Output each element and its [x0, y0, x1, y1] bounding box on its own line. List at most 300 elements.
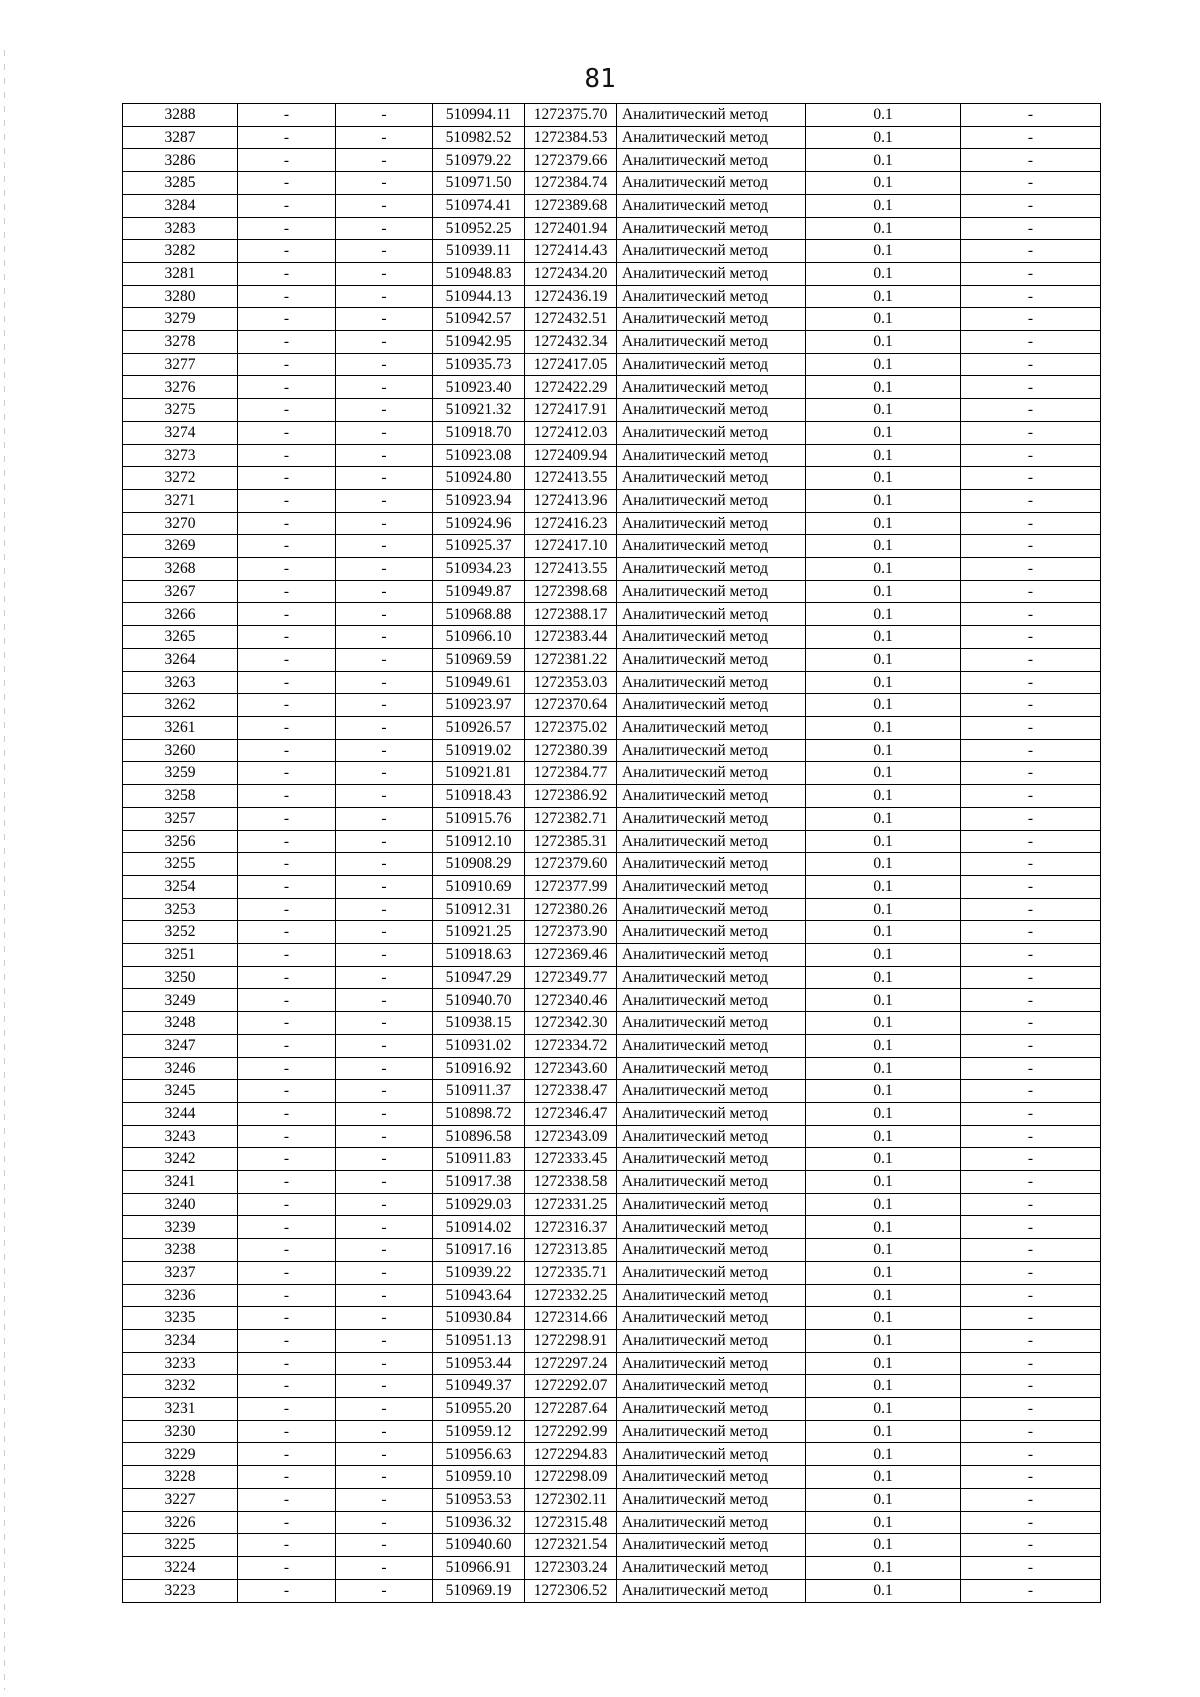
- method-cell: Аналитический метод: [617, 1375, 806, 1398]
- accuracy-cell: 0.1: [806, 1284, 961, 1307]
- description-cell: -: [961, 1239, 1101, 1262]
- y-coordinate-cell: 1272314.66: [525, 1307, 617, 1330]
- dash-cell-b: -: [336, 966, 433, 989]
- method-cell: Аналитический метод: [617, 262, 806, 285]
- y-coordinate-cell: 1272334.72: [525, 1034, 617, 1057]
- y-coordinate-cell: 1272375.70: [525, 104, 617, 127]
- dash-cell-a: -: [238, 1012, 336, 1035]
- method-cell: Аналитический метод: [617, 807, 806, 830]
- table-row: [123, 512, 1101, 535]
- dash-cell-b: -: [336, 1579, 433, 1602]
- dash-cell-a: -: [238, 1125, 336, 1148]
- description-cell: -: [961, 512, 1101, 535]
- dash-cell-a: -: [238, 1148, 336, 1171]
- y-coordinate-cell: 1272321.54: [525, 1534, 617, 1557]
- dash-cell-b: -: [336, 512, 433, 535]
- dash-cell-a: -: [238, 172, 336, 195]
- page-number: 81: [584, 64, 616, 94]
- y-coordinate-cell: 1272292.07: [525, 1375, 617, 1398]
- y-coordinate-cell: 1272417.10: [525, 535, 617, 558]
- y-coordinate-cell: 1272382.71: [525, 807, 617, 830]
- accuracy-cell: 0.1: [806, 240, 961, 263]
- method-cell: Аналитический метод: [617, 1329, 806, 1352]
- y-coordinate-cell: 1272413.55: [525, 467, 617, 490]
- point-number-cell: 3271: [123, 489, 238, 512]
- y-coordinate-cell: 1272379.66: [525, 149, 617, 172]
- table-row: [123, 1329, 1101, 1352]
- x-coordinate-cell: 510921.81: [433, 762, 525, 785]
- method-cell: Аналитический метод: [617, 603, 806, 626]
- point-number-cell: 3282: [123, 240, 238, 263]
- dash-cell-a: -: [238, 671, 336, 694]
- x-coordinate-cell: 510935.73: [433, 353, 525, 376]
- table-row: [123, 1216, 1101, 1239]
- table-row: [123, 240, 1101, 263]
- dash-cell-a: -: [238, 694, 336, 717]
- point-number-cell: 3244: [123, 1102, 238, 1125]
- y-coordinate-cell: 1272386.92: [525, 785, 617, 808]
- dash-cell-b: -: [336, 1488, 433, 1511]
- accuracy-cell: 0.1: [806, 807, 961, 830]
- x-coordinate-cell: 510918.63: [433, 944, 525, 967]
- table-row: [123, 399, 1101, 422]
- table-row: [123, 331, 1101, 354]
- y-coordinate-cell: 1272412.03: [525, 421, 617, 444]
- method-cell: Аналитический метод: [617, 785, 806, 808]
- point-number-cell: 3246: [123, 1057, 238, 1080]
- accuracy-cell: 0.1: [806, 875, 961, 898]
- description-cell: -: [961, 1352, 1101, 1375]
- table-row: [123, 1352, 1101, 1375]
- x-coordinate-cell: 510939.22: [433, 1261, 525, 1284]
- accuracy-cell: 0.1: [806, 376, 961, 399]
- description-cell: -: [961, 1329, 1101, 1352]
- x-coordinate-cell: 510951.13: [433, 1329, 525, 1352]
- accuracy-cell: 0.1: [806, 1080, 961, 1103]
- method-cell: Аналитический метод: [617, 1080, 806, 1103]
- x-coordinate-cell: 510911.37: [433, 1080, 525, 1103]
- description-cell: -: [961, 580, 1101, 603]
- dash-cell-b: -: [336, 1398, 433, 1421]
- description-cell: -: [961, 467, 1101, 490]
- dash-cell-a: -: [238, 1579, 336, 1602]
- y-coordinate-cell: 1272416.23: [525, 512, 617, 535]
- point-number-cell: 3261: [123, 716, 238, 739]
- point-number-cell: 3285: [123, 172, 238, 195]
- method-cell: Аналитический метод: [617, 671, 806, 694]
- accuracy-cell: 0.1: [806, 1012, 961, 1035]
- point-number-cell: 3229: [123, 1443, 238, 1466]
- method-cell: Аналитический метод: [617, 1193, 806, 1216]
- accuracy-cell: 0.1: [806, 489, 961, 512]
- y-coordinate-cell: 1272353.03: [525, 671, 617, 694]
- y-coordinate-cell: 1272417.05: [525, 353, 617, 376]
- table-row: [123, 262, 1101, 285]
- dash-cell-a: -: [238, 1420, 336, 1443]
- x-coordinate-cell: 510918.43: [433, 785, 525, 808]
- x-coordinate-cell: 510912.31: [433, 898, 525, 921]
- x-coordinate-cell: 510923.40: [433, 376, 525, 399]
- dash-cell-a: -: [238, 444, 336, 467]
- x-coordinate-cell: 510979.22: [433, 149, 525, 172]
- table-row: [123, 1579, 1101, 1602]
- table-row: [123, 694, 1101, 717]
- table-row: [123, 1284, 1101, 1307]
- table-row: [123, 126, 1101, 149]
- dash-cell-a: -: [238, 217, 336, 240]
- point-number-cell: 3247: [123, 1034, 238, 1057]
- accuracy-cell: 0.1: [806, 830, 961, 853]
- x-coordinate-cell: 510923.94: [433, 489, 525, 512]
- description-cell: -: [961, 785, 1101, 808]
- accuracy-cell: 0.1: [806, 1352, 961, 1375]
- dash-cell-b: -: [336, 739, 433, 762]
- x-coordinate-cell: 510948.83: [433, 262, 525, 285]
- dash-cell-b: -: [336, 172, 433, 195]
- dash-cell-b: -: [336, 694, 433, 717]
- dash-cell-b: -: [336, 262, 433, 285]
- dash-cell-a: -: [238, 308, 336, 331]
- table-row: [123, 489, 1101, 512]
- y-coordinate-cell: 1272377.99: [525, 875, 617, 898]
- point-number-cell: 3248: [123, 1012, 238, 1035]
- dash-cell-b: -: [336, 421, 433, 444]
- method-cell: Аналитический метод: [617, 421, 806, 444]
- description-cell: -: [961, 603, 1101, 626]
- x-coordinate-cell: 510940.60: [433, 1534, 525, 1557]
- point-number-cell: 3272: [123, 467, 238, 490]
- y-coordinate-cell: 1272380.39: [525, 739, 617, 762]
- dash-cell-a: -: [238, 1488, 336, 1511]
- y-coordinate-cell: 1272369.46: [525, 944, 617, 967]
- dash-cell-b: -: [336, 716, 433, 739]
- point-number-cell: 3231: [123, 1398, 238, 1421]
- accuracy-cell: 0.1: [806, 671, 961, 694]
- table-row: [123, 1239, 1101, 1262]
- method-cell: Аналитический метод: [617, 1488, 806, 1511]
- method-cell: Аналитический метод: [617, 1034, 806, 1057]
- dash-cell-b: -: [336, 1352, 433, 1375]
- x-coordinate-cell: 510914.02: [433, 1216, 525, 1239]
- y-coordinate-cell: 1272398.68: [525, 580, 617, 603]
- method-cell: Аналитический метод: [617, 489, 806, 512]
- point-number-cell: 3274: [123, 421, 238, 444]
- method-cell: Аналитический метод: [617, 739, 806, 762]
- x-coordinate-cell: 510919.02: [433, 739, 525, 762]
- accuracy-cell: 0.1: [806, 126, 961, 149]
- point-number-cell: 3251: [123, 944, 238, 967]
- y-coordinate-cell: 1272306.52: [525, 1579, 617, 1602]
- accuracy-cell: 0.1: [806, 1466, 961, 1489]
- table-row: [123, 353, 1101, 376]
- dash-cell-a: -: [238, 285, 336, 308]
- dash-cell-b: -: [336, 489, 433, 512]
- x-coordinate-cell: 510968.88: [433, 603, 525, 626]
- table-row: [123, 1534, 1101, 1557]
- dash-cell-b: -: [336, 194, 433, 217]
- description-cell: -: [961, 331, 1101, 354]
- description-cell: -: [961, 853, 1101, 876]
- description-cell: -: [961, 1034, 1101, 1057]
- table-row: [123, 1488, 1101, 1511]
- dash-cell-b: -: [336, 1534, 433, 1557]
- description-cell: -: [961, 376, 1101, 399]
- y-coordinate-cell: 1272342.30: [525, 1012, 617, 1035]
- accuracy-cell: 0.1: [806, 989, 961, 1012]
- point-number-cell: 3281: [123, 262, 238, 285]
- description-cell: -: [961, 1488, 1101, 1511]
- y-coordinate-cell: 1272373.90: [525, 921, 617, 944]
- table-row: [123, 898, 1101, 921]
- dash-cell-b: -: [336, 1102, 433, 1125]
- x-coordinate-cell: 510952.25: [433, 217, 525, 240]
- point-number-cell: 3230: [123, 1420, 238, 1443]
- dash-cell-a: -: [238, 126, 336, 149]
- x-coordinate-cell: 510916.92: [433, 1057, 525, 1080]
- dash-cell-a: -: [238, 580, 336, 603]
- method-cell: Аналитический метод: [617, 1443, 806, 1466]
- y-coordinate-cell: 1272434.20: [525, 262, 617, 285]
- y-coordinate-cell: 1272432.51: [525, 308, 617, 331]
- y-coordinate-cell: 1272302.11: [525, 1488, 617, 1511]
- table-row: [123, 308, 1101, 331]
- point-number-cell: 3287: [123, 126, 238, 149]
- dash-cell-b: -: [336, 944, 433, 967]
- accuracy-cell: 0.1: [806, 1511, 961, 1534]
- y-coordinate-cell: 1272331.25: [525, 1193, 617, 1216]
- description-cell: -: [961, 1579, 1101, 1602]
- dash-cell-a: -: [238, 1466, 336, 1489]
- method-cell: Аналитический метод: [617, 1125, 806, 1148]
- x-coordinate-cell: 510971.50: [433, 172, 525, 195]
- dash-cell-b: -: [336, 1511, 433, 1534]
- x-coordinate-cell: 510925.37: [433, 535, 525, 558]
- description-cell: -: [961, 1261, 1101, 1284]
- coordinates-table-body: [123, 104, 1101, 1603]
- description-cell: -: [961, 285, 1101, 308]
- accuracy-cell: 0.1: [806, 217, 961, 240]
- dash-cell-a: -: [238, 1284, 336, 1307]
- method-cell: Аналитический метод: [617, 762, 806, 785]
- y-coordinate-cell: 1272414.43: [525, 240, 617, 263]
- x-coordinate-cell: 510923.97: [433, 694, 525, 717]
- dash-cell-a: -: [238, 1398, 336, 1421]
- accuracy-cell: 0.1: [806, 853, 961, 876]
- y-coordinate-cell: 1272287.64: [525, 1398, 617, 1421]
- point-number-cell: 3236: [123, 1284, 238, 1307]
- y-coordinate-cell: 1272335.71: [525, 1261, 617, 1284]
- description-cell: -: [961, 308, 1101, 331]
- dash-cell-b: -: [336, 1375, 433, 1398]
- point-number-cell: 3242: [123, 1148, 238, 1171]
- description-cell: -: [961, 762, 1101, 785]
- accuracy-cell: 0.1: [806, 1443, 961, 1466]
- method-cell: Аналитический метод: [617, 853, 806, 876]
- table-row: [123, 739, 1101, 762]
- accuracy-cell: 0.1: [806, 603, 961, 626]
- description-cell: -: [961, 1284, 1101, 1307]
- table-row: [123, 217, 1101, 240]
- method-cell: Аналитический метод: [617, 104, 806, 127]
- y-coordinate-cell: 1272384.77: [525, 762, 617, 785]
- dash-cell-a: -: [238, 399, 336, 422]
- description-cell: -: [961, 1012, 1101, 1035]
- x-coordinate-cell: 510936.32: [433, 1511, 525, 1534]
- y-coordinate-cell: 1272422.29: [525, 376, 617, 399]
- accuracy-cell: 0.1: [806, 1398, 961, 1421]
- dash-cell-a: -: [238, 1534, 336, 1557]
- description-cell: -: [961, 1443, 1101, 1466]
- y-coordinate-cell: 1272381.22: [525, 648, 617, 671]
- dash-cell-a: -: [238, 1329, 336, 1352]
- table-row: [123, 149, 1101, 172]
- x-coordinate-cell: 510994.11: [433, 104, 525, 127]
- table-row: [123, 762, 1101, 785]
- dash-cell-b: -: [336, 331, 433, 354]
- description-cell: -: [961, 262, 1101, 285]
- dash-cell-b: -: [336, 399, 433, 422]
- method-cell: Аналитический метод: [617, 194, 806, 217]
- point-number-cell: 3279: [123, 308, 238, 331]
- dash-cell-b: -: [336, 1057, 433, 1080]
- table-row: [123, 285, 1101, 308]
- description-cell: -: [961, 1080, 1101, 1103]
- description-cell: -: [961, 1557, 1101, 1580]
- method-cell: Аналитический метод: [617, 217, 806, 240]
- table-row: [123, 580, 1101, 603]
- y-coordinate-cell: 1272375.02: [525, 716, 617, 739]
- y-coordinate-cell: 1272298.91: [525, 1329, 617, 1352]
- x-coordinate-cell: 510939.11: [433, 240, 525, 263]
- method-cell: Аналитический метод: [617, 126, 806, 149]
- point-number-cell: 3249: [123, 989, 238, 1012]
- accuracy-cell: 0.1: [806, 966, 961, 989]
- dash-cell-a: -: [238, 1034, 336, 1057]
- point-number-cell: 3273: [123, 444, 238, 467]
- method-cell: Аналитический метод: [617, 331, 806, 354]
- x-coordinate-cell: 510974.41: [433, 194, 525, 217]
- table-row: [123, 558, 1101, 581]
- x-coordinate-cell: 510949.37: [433, 1375, 525, 1398]
- dash-cell-a: -: [238, 376, 336, 399]
- dash-cell-a: -: [238, 104, 336, 127]
- dash-cell-b: -: [336, 1148, 433, 1171]
- description-cell: -: [961, 921, 1101, 944]
- point-number-cell: 3243: [123, 1125, 238, 1148]
- table-row: [123, 1557, 1101, 1580]
- y-coordinate-cell: 1272332.25: [525, 1284, 617, 1307]
- x-coordinate-cell: 510931.02: [433, 1034, 525, 1057]
- y-coordinate-cell: 1272346.47: [525, 1102, 617, 1125]
- description-cell: -: [961, 1102, 1101, 1125]
- description-cell: -: [961, 1398, 1101, 1421]
- table-row: [123, 1034, 1101, 1057]
- x-coordinate-cell: 510944.13: [433, 285, 525, 308]
- table-row: [123, 1125, 1101, 1148]
- method-cell: Аналитический метод: [617, 1284, 806, 1307]
- method-cell: Аналитический метод: [617, 875, 806, 898]
- point-number-cell: 3225: [123, 1534, 238, 1557]
- method-cell: Аналитический метод: [617, 1534, 806, 1557]
- x-coordinate-cell: 510940.70: [433, 989, 525, 1012]
- dash-cell-b: -: [336, 467, 433, 490]
- table-row: [123, 172, 1101, 195]
- accuracy-cell: 0.1: [806, 1193, 961, 1216]
- x-coordinate-cell: 510959.12: [433, 1420, 525, 1443]
- accuracy-cell: 0.1: [806, 308, 961, 331]
- x-coordinate-cell: 510917.38: [433, 1171, 525, 1194]
- dash-cell-b: -: [336, 217, 433, 240]
- point-number-cell: 3233: [123, 1352, 238, 1375]
- dash-cell-b: -: [336, 603, 433, 626]
- dash-cell-b: -: [336, 1284, 433, 1307]
- dash-cell-b: -: [336, 785, 433, 808]
- table-row: [123, 1261, 1101, 1284]
- dash-cell-b: -: [336, 580, 433, 603]
- x-coordinate-cell: 510926.57: [433, 716, 525, 739]
- accuracy-cell: 0.1: [806, 353, 961, 376]
- dash-cell-a: -: [238, 853, 336, 876]
- point-number-cell: 3241: [123, 1171, 238, 1194]
- dash-cell-b: -: [336, 830, 433, 853]
- point-number-cell: 3275: [123, 399, 238, 422]
- dash-cell-b: -: [336, 626, 433, 649]
- dash-cell-b: -: [336, 1466, 433, 1489]
- method-cell: Аналитический метод: [617, 1171, 806, 1194]
- accuracy-cell: 0.1: [806, 1216, 961, 1239]
- point-number-cell: 3223: [123, 1579, 238, 1602]
- table-row: [123, 1102, 1101, 1125]
- method-cell: Аналитический метод: [617, 149, 806, 172]
- y-coordinate-cell: 1272315.48: [525, 1511, 617, 1534]
- point-number-cell: 3258: [123, 785, 238, 808]
- table-row: [123, 785, 1101, 808]
- description-cell: -: [961, 966, 1101, 989]
- point-number-cell: 3255: [123, 853, 238, 876]
- accuracy-cell: 0.1: [806, 1307, 961, 1330]
- accuracy-cell: 0.1: [806, 1420, 961, 1443]
- table-row: [123, 966, 1101, 989]
- table-row: [123, 626, 1101, 649]
- method-cell: Аналитический метод: [617, 535, 806, 558]
- dash-cell-b: -: [336, 376, 433, 399]
- method-cell: Аналитический метод: [617, 648, 806, 671]
- y-coordinate-cell: 1272436.19: [525, 285, 617, 308]
- accuracy-cell: 0.1: [806, 1034, 961, 1057]
- dash-cell-b: -: [336, 1193, 433, 1216]
- x-coordinate-cell: 510921.32: [433, 399, 525, 422]
- dash-cell-b: -: [336, 126, 433, 149]
- dash-cell-a: -: [238, 1557, 336, 1580]
- method-cell: Аналитический метод: [617, 1102, 806, 1125]
- dash-cell-b: -: [336, 853, 433, 876]
- x-coordinate-cell: 510953.44: [433, 1352, 525, 1375]
- table-row: [123, 1398, 1101, 1421]
- accuracy-cell: 0.1: [806, 444, 961, 467]
- description-cell: -: [961, 1125, 1101, 1148]
- x-coordinate-cell: 510908.29: [433, 853, 525, 876]
- table-row: [123, 1420, 1101, 1443]
- description-cell: -: [961, 240, 1101, 263]
- dash-cell-a: -: [238, 1193, 336, 1216]
- dash-cell-b: -: [336, 671, 433, 694]
- point-number-cell: 3239: [123, 1216, 238, 1239]
- y-coordinate-cell: 1272316.37: [525, 1216, 617, 1239]
- scan-edge-line: [4, 50, 5, 1690]
- dash-cell-a: -: [238, 1057, 336, 1080]
- method-cell: Аналитический метод: [617, 1216, 806, 1239]
- x-coordinate-cell: 510955.20: [433, 1398, 525, 1421]
